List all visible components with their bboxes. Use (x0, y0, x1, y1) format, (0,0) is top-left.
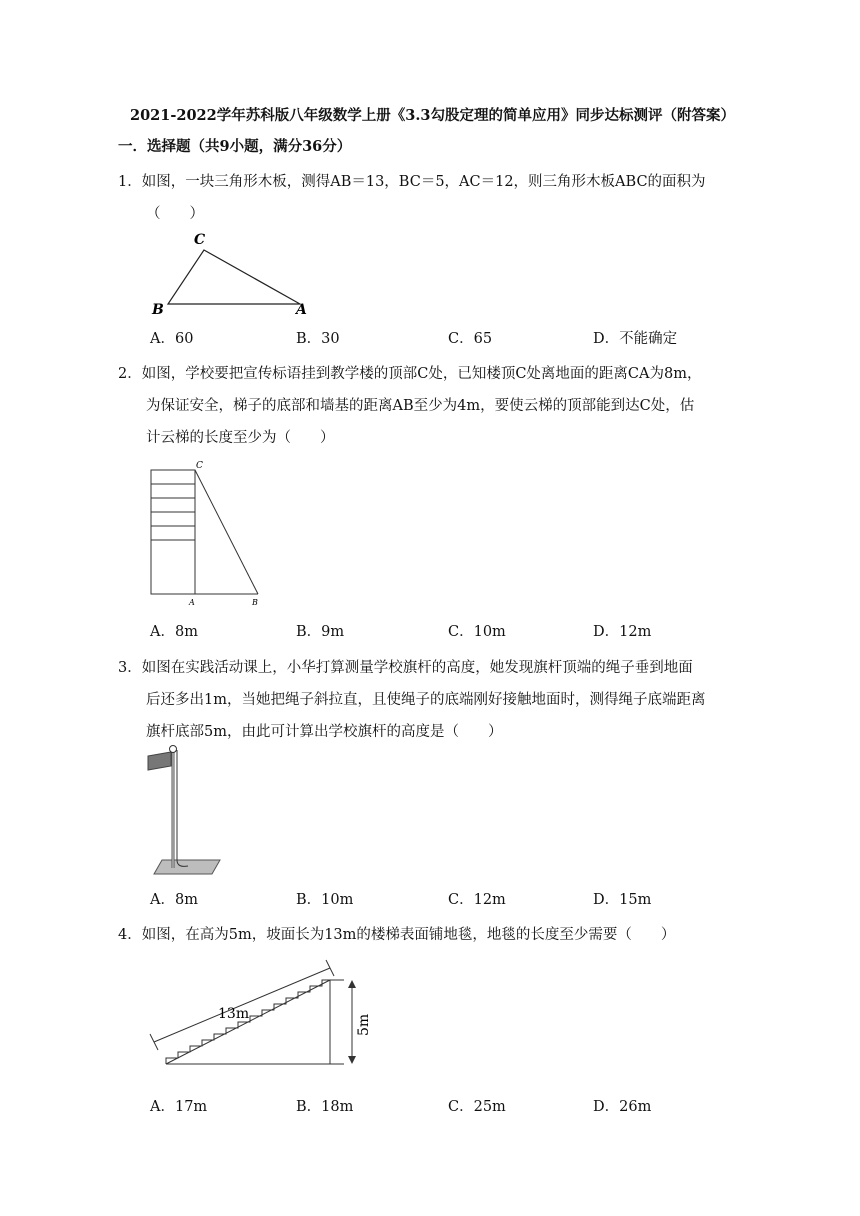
question-3-line-3: 旗杆底部5m，由此可计算出学校旗杆的高度是（ ） (146, 724, 503, 740)
q1-option-b: B．30 (296, 331, 340, 347)
question-2-line-3: 计云梯的长度至少为（ ） (146, 430, 335, 446)
label-a: A (189, 598, 195, 607)
question-3-line-2: 后还多出1m，当她把绳子斜拉直，且使绳子的底端刚好接触地面时，测得绳子底端距离 (146, 692, 706, 708)
q3-option-c: C．12m (448, 892, 506, 908)
question-3-line-1: 3．如图在实践活动课上，小华打算测量学校旗杆的高度，她发现旗杆顶端的绳子垂到地面 (118, 660, 693, 676)
q4-option-d: D．26m (593, 1099, 652, 1115)
label-5m: 5m (356, 1013, 372, 1036)
label-c: C (194, 232, 206, 248)
question-1-line-2: （ ） (146, 206, 204, 222)
slope-measure-line (154, 968, 330, 1042)
rope (177, 750, 188, 866)
building (151, 470, 195, 594)
question-2-line-1: 2．如图，学校要把宣传标语挂到教学楼的顶部C处，已知楼顶C处离地面的距离CA为8m， (118, 366, 702, 382)
q3-option-d: D．15m (593, 892, 652, 908)
label-b: B (152, 302, 164, 318)
staircase-figure (140, 956, 380, 1076)
triangle-figure (140, 228, 320, 318)
q3-option-a: A．8m (150, 892, 198, 908)
q2-option-a: A．8m (150, 624, 198, 640)
q4-option-a: A．17m (150, 1099, 208, 1115)
q1-option-c: C．65 (448, 331, 493, 347)
pole-top (170, 746, 177, 753)
label-b: B (252, 598, 258, 607)
q2-option-b: B．9m (296, 624, 345, 640)
label-a: A (296, 302, 307, 318)
ladder-line (195, 470, 258, 594)
building-ladder-figure (144, 456, 274, 608)
q3-option-b: B．10m (296, 892, 354, 908)
section-heading: 一．选择题（共9小题，满分36分） (118, 138, 352, 155)
triangle-shape (168, 250, 300, 304)
question-4-line-1: 4．如图，在高为5m，坡面长为13m的楼梯表面铺地毯，地毯的长度至少需要（ ） (118, 927, 676, 943)
flag (148, 752, 171, 770)
q1-option-a: A．60 (150, 331, 194, 347)
label-13m: 13m (218, 1006, 250, 1022)
question-2-line-2: 为保证安全，梯子的底部和墙基的距离AB至少为4m，要使云梯的顶部能到达C处，估 (146, 398, 695, 414)
q1-option-d: D．不能确定 (593, 331, 678, 347)
ground-base (154, 860, 220, 874)
question-1-line-1: 1．如图，一块三角形木板，测得AB＝13，BC＝5，AC＝12，则三角形木板ABC的面积为 (118, 174, 706, 190)
q2-option-d: D．12m (593, 624, 652, 640)
q4-option-b: B．18m (296, 1099, 354, 1115)
label-c: C (196, 461, 203, 471)
flagpole-figure (140, 742, 230, 878)
q4-option-c: C．25m (448, 1099, 506, 1115)
document-title: 2021-2022学年苏科版八年级数学上册《3.3勾股定理的简单应用》同步达标测评（附答案） (130, 107, 735, 124)
q2-option-c: C．10m (448, 624, 506, 640)
